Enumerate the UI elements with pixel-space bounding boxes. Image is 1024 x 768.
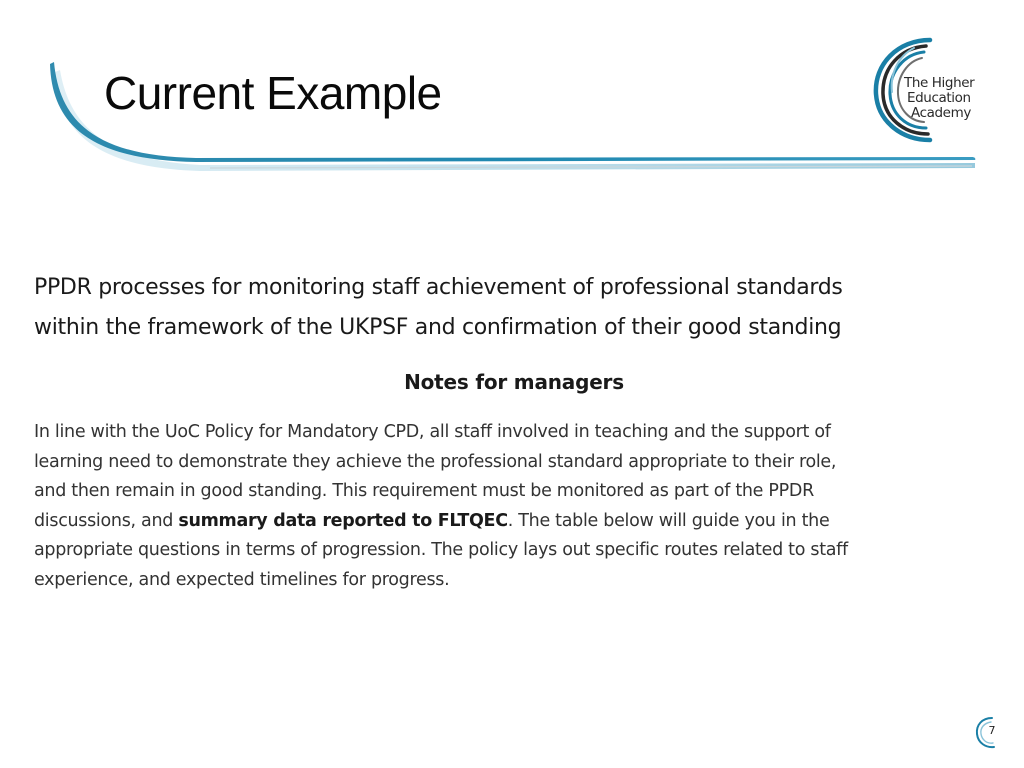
body-emphasis-summary-data: summary data reported to FLTQEC bbox=[178, 510, 508, 531]
body-line-4 bbox=[34, 507, 994, 537]
logo-line-academy: Academy bbox=[911, 105, 971, 121]
logo-wordmark bbox=[904, 76, 980, 121]
body-line-1: In line with the UoC Policy for Mandatory CPD, all staff involved in teaching and the support of bbox=[34, 422, 831, 442]
body-line-6: experience, and expected timelines for progress. bbox=[34, 569, 450, 590]
slide-title: Current Example bbox=[104, 67, 442, 119]
heading-line-2: within the framework of the UKPSF and confirmation of their good standing bbox=[34, 315, 842, 340]
logo-line-education: Education bbox=[907, 90, 971, 106]
body-line-4-end: . The table below will guide you in the bbox=[507, 510, 830, 531]
logo-line-the-higher: The Higher bbox=[904, 75, 975, 91]
body-line-3: and then remain in good standing. This requirement must be monitored as part of the PPDR bbox=[34, 481, 814, 501]
body-line-4-start: discussions, and bbox=[34, 510, 179, 531]
heading-line-1: PPDR processes for monitoring staff achievement of professional standards bbox=[34, 275, 843, 300]
body-line-5: appropriate questions in terms of progression. The policy lays out specific routes related to staff bbox=[34, 540, 848, 560]
body-paragraph bbox=[34, 418, 994, 595]
slide-content bbox=[34, 268, 994, 595]
page-number: 7 bbox=[988, 724, 996, 737]
body-line-2: learning need to demonstrate they achieve the professional standard appropriate to their role, bbox=[34, 451, 837, 472]
notes-subheading: Notes for managers bbox=[404, 370, 624, 394]
content-heading bbox=[34, 268, 994, 348]
